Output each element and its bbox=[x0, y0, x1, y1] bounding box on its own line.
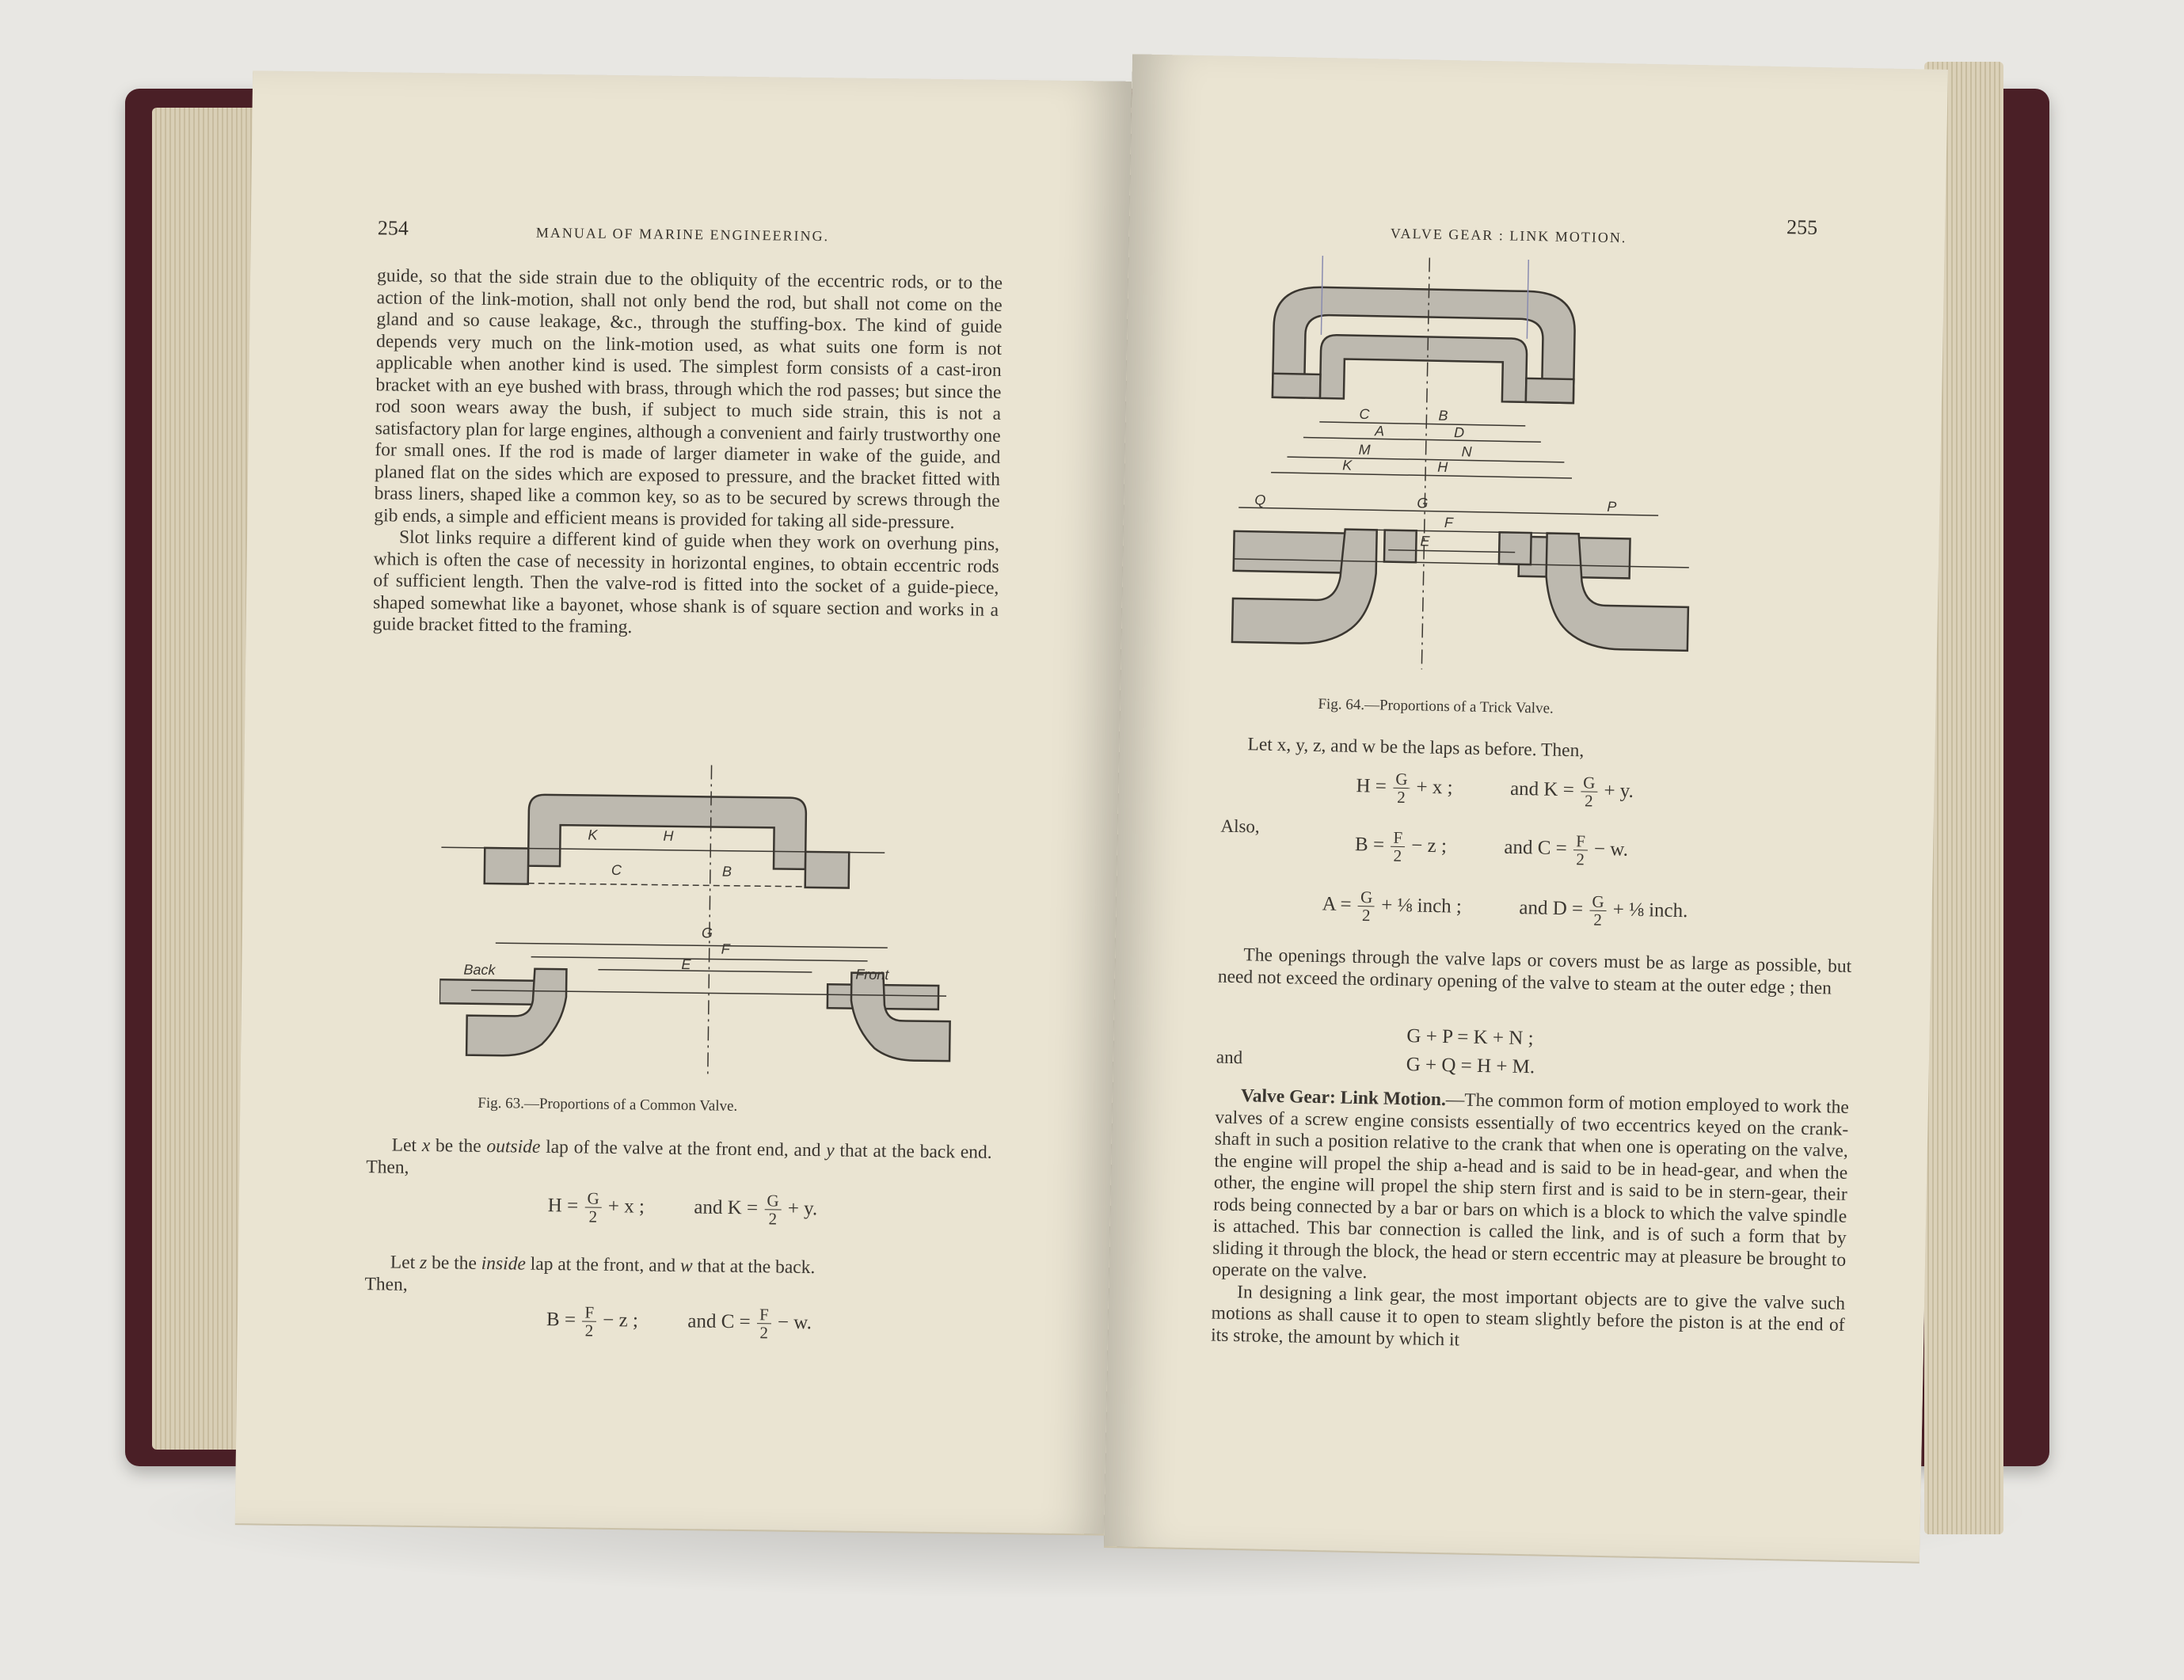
label-b: B bbox=[721, 863, 732, 880]
link-motion-text: —The common form of motion employed to work the valves of a screw engine consists essentially of two eccentrics keyed on the crank-shaft in such a position relative to the crank that when one is operating on the valve, the engine will propel the ship a-head and is said to be in head-gear, and when the other, the engine will propel the ship stern first and is said to be in stern-gear, their rods being connected by a bar or bars on which is a block to which the valve spindle is attached. This bar connection is called the link, and is of such a form that by sliding it through the block, the head or stern eccentric may at pleasure be brought to operate on the valve. bbox=[1212, 1089, 1850, 1283]
caption-fig-64: Fig. 64.—Proportions of a Trick Valve. bbox=[1318, 695, 1554, 717]
eq-c-rhs: − w. bbox=[772, 1311, 812, 1334]
text-span: that at the back end. Then, bbox=[366, 1140, 992, 1178]
eq-c-lhs: and C = bbox=[687, 1310, 756, 1333]
text-span: lap at the front, and bbox=[525, 1253, 681, 1276]
equation-gp: G + P = K + N ; bbox=[1406, 1025, 1534, 1050]
word-outside: outside bbox=[486, 1135, 541, 1157]
openings-text: The openings through the valve laps or covers must be as large as possible, but need not exceed the ordinary opening of the valve to steam at the outer edge ; then bbox=[1217, 945, 1852, 998]
let-laps-line bbox=[1222, 734, 1855, 768]
frac-denominator: 2 bbox=[1361, 906, 1371, 926]
frac-numerator: G bbox=[1393, 770, 1410, 789]
equation-a-d-right bbox=[1322, 888, 1688, 930]
eq-and: and D = bbox=[1519, 897, 1589, 920]
label-front: Front bbox=[855, 966, 889, 983]
paragraph-guide: guide, so that the side strain due to the obliquity of the eccentric rods, or to the action of the link-motion, shall not only bend the rod, but shall not come on the gland and so cause leakage, &c., through the stuffing-box. The kind of guide depends very much on the link-motion used, as what suits one form is not applicable when another kind is used. The simplest form consists of a cast-iron bracket with an eye bushed with brass, through which the rod passes; but since the rod soon wears away the bush, if subject to much side strain, this is not a satisfactory plan for large engines, although a convenient and fairly trustworthy one for small ones. If the rod is made of larger diameter in wake of the guide, and planed flat on the sides which are exposed to pressure, and the bracket fitted with brass liners, shaped like a common key, so as to be secured by screws through the gib ends, a simple and efficient means is provided for taking all side-pressure. bbox=[374, 265, 1003, 533]
label-g: G bbox=[1417, 495, 1429, 511]
frac-numerator: G bbox=[764, 1192, 781, 1210]
fraction bbox=[1581, 773, 1598, 809]
eq-lhs: B = bbox=[1354, 834, 1390, 856]
label-k: K bbox=[1342, 457, 1353, 473]
equation-h-k bbox=[547, 1189, 817, 1228]
designing-text: In designing a link gear, the most important objects are to give the valve such motions as shall cause it to open to steam slightly before the piston is at the end of its stroke, the amount by which it bbox=[1210, 1281, 1846, 1351]
fraction-f-2 bbox=[582, 1303, 596, 1339]
eq-lhs: H = bbox=[1356, 775, 1392, 797]
label-c: C bbox=[611, 861, 622, 879]
eq-and: and C = bbox=[1504, 836, 1573, 860]
eq-lhs: A = bbox=[1322, 893, 1357, 916]
frac-denominator: 2 bbox=[1584, 791, 1593, 811]
label-q: Q bbox=[1254, 492, 1266, 508]
eq-rhs: + ⅛ inch ; bbox=[1375, 894, 1463, 918]
equation-b-c bbox=[546, 1303, 812, 1342]
frac-numerator: F bbox=[1391, 829, 1405, 847]
fraction bbox=[1391, 829, 1406, 865]
equation-h-k-right bbox=[1356, 770, 1634, 811]
eq-b-lhs: B = bbox=[546, 1309, 581, 1331]
eq-and: and K = bbox=[1509, 777, 1580, 801]
label-e: E bbox=[681, 956, 691, 973]
frac-numerator: G bbox=[1581, 773, 1598, 792]
fraction-g-2 bbox=[764, 1192, 782, 1227]
frac-numerator: F bbox=[1573, 832, 1588, 850]
running-head-right: VALVE GEAR : LINK MOTION. bbox=[1390, 225, 1627, 246]
frac-denominator: 2 bbox=[1593, 910, 1603, 929]
label-c: C bbox=[1359, 405, 1370, 423]
label-f: F bbox=[1444, 514, 1454, 531]
var-z: z bbox=[419, 1252, 428, 1274]
frac-numerator: G bbox=[1358, 888, 1375, 907]
caption-fig-63: Fig. 63.—Proportions of a Common Valve. bbox=[478, 1094, 738, 1115]
text-span: be the bbox=[430, 1135, 487, 1157]
eq-rhs: + x ; bbox=[1411, 776, 1453, 799]
paragraph-slot-links: Slot links require a different kind of guide when they work on overhung pins, which is often the case of necessity in horizontal engines, to obtain eccentric rods of sufficient length. Then the valve-rod is fitted into the socket of a guide-piece, shaped somewhat like a bayonet, whose shank is of square section and works in a guide bracket fitted to the framing. bbox=[372, 526, 1000, 638]
label-p: P bbox=[1607, 498, 1617, 515]
right-page bbox=[1104, 54, 1948, 1561]
equation-b-c-right bbox=[1355, 828, 1629, 869]
label-a: A bbox=[1374, 423, 1385, 439]
frac-denominator: 2 bbox=[1576, 850, 1585, 869]
eq-rhs2: − w. bbox=[1589, 838, 1629, 861]
fraction-f-2 bbox=[757, 1306, 771, 1341]
fraction bbox=[1357, 888, 1375, 924]
label-f: F bbox=[721, 941, 730, 957]
label-k: K bbox=[588, 827, 598, 843]
frac-numerator: G bbox=[1589, 893, 1607, 911]
fraction-g-2 bbox=[584, 1190, 602, 1226]
let-z-paragraph bbox=[364, 1252, 991, 1303]
frac-denominator: 2 bbox=[759, 1323, 769, 1343]
var-y: y bbox=[826, 1140, 835, 1161]
text-span: be the bbox=[427, 1252, 481, 1274]
text-span: that at the back. bbox=[692, 1256, 816, 1279]
let-x-paragraph bbox=[366, 1135, 992, 1186]
eq-rhs: − z ; bbox=[1406, 834, 1448, 857]
frac-denominator: 2 bbox=[584, 1321, 594, 1340]
text-span: lap of the valve at the front end, and bbox=[540, 1136, 827, 1161]
eq-rhs2: + ⅛ inch. bbox=[1608, 899, 1688, 922]
eq-rhs2: + y. bbox=[1598, 780, 1634, 802]
frac-denominator: 2 bbox=[588, 1207, 598, 1226]
left-page bbox=[235, 70, 1132, 1534]
and-word: and bbox=[1216, 1047, 1243, 1068]
frac-denominator: 2 bbox=[1393, 846, 1402, 865]
label-back: Back bbox=[463, 961, 496, 979]
word-inside: inside bbox=[481, 1252, 527, 1275]
page-number-right: 255 bbox=[1786, 215, 1818, 239]
label-b: B bbox=[1438, 407, 1448, 424]
label-m: M bbox=[1358, 441, 1371, 458]
label-h: H bbox=[1437, 458, 1448, 476]
eq-h-rhs: + x ; bbox=[603, 1195, 645, 1218]
eq-b-rhs: − z ; bbox=[597, 1309, 639, 1332]
link-motion-section bbox=[1211, 1085, 1849, 1359]
figure-common-valve bbox=[439, 754, 997, 1085]
fraction bbox=[1393, 770, 1410, 806]
label-n: N bbox=[1461, 443, 1472, 460]
running-head-left: MANUAL OF MARINE ENGINEERING. bbox=[535, 224, 830, 245]
label-e: E bbox=[1420, 533, 1430, 549]
eq-k-lhs: and K = bbox=[694, 1196, 763, 1219]
var-w: w bbox=[679, 1255, 693, 1277]
figure-trick-valve bbox=[1196, 253, 1774, 692]
frac-denominator: 2 bbox=[768, 1209, 778, 1229]
fraction bbox=[1573, 832, 1589, 868]
frac-numerator: G bbox=[584, 1190, 601, 1208]
text-span: Let bbox=[390, 1252, 420, 1273]
label-g: G bbox=[701, 925, 713, 941]
text-span: Let bbox=[391, 1135, 422, 1156]
label-h: H bbox=[663, 827, 674, 844]
then-word: Then, bbox=[364, 1273, 408, 1295]
fraction bbox=[1589, 893, 1607, 929]
openings-paragraph bbox=[1218, 945, 1852, 1000]
eq-h-lhs: H = bbox=[547, 1195, 584, 1217]
section-heading: Valve Gear: Link Motion. bbox=[1240, 1085, 1447, 1111]
label-d: D bbox=[1453, 424, 1465, 441]
also-word: Also, bbox=[1220, 815, 1260, 837]
frac-numerator: F bbox=[582, 1303, 596, 1321]
page-number-left: 254 bbox=[377, 216, 409, 240]
frac-numerator: F bbox=[757, 1306, 771, 1324]
equation-gq: G + Q = H + M. bbox=[1406, 1054, 1535, 1078]
left-body-text bbox=[373, 265, 1003, 643]
var-x: x bbox=[421, 1135, 431, 1157]
eq-k-rhs: + y. bbox=[782, 1197, 818, 1220]
frac-denominator: 2 bbox=[1396, 787, 1406, 808]
let-laps-text: Let x, y, z, and w be the laps as before. Then, bbox=[1247, 734, 1585, 762]
